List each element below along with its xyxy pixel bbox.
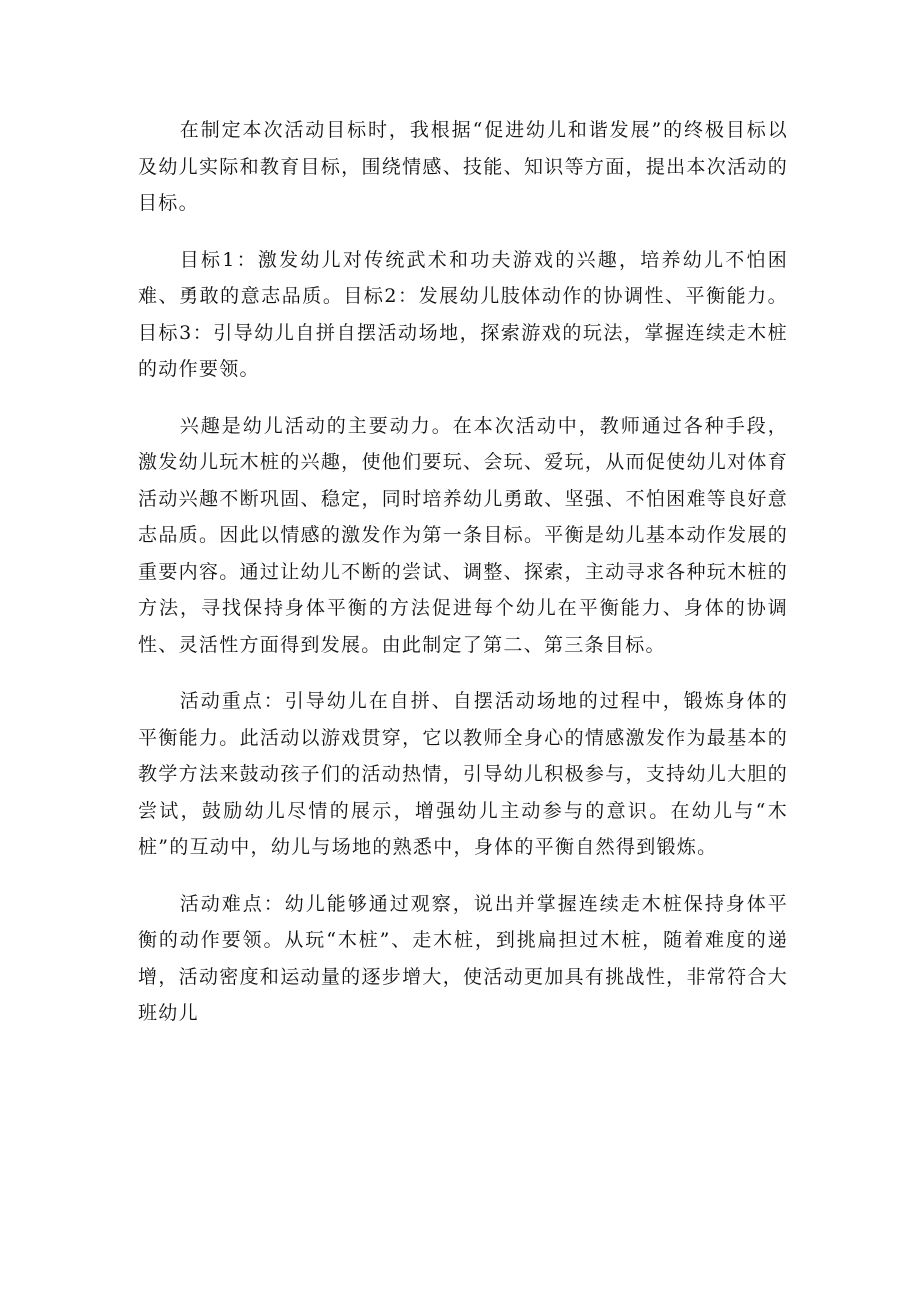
paragraph-difficulty: 活动难点：幼儿能够通过观察，说出并掌握连续走木桩保持身体平衡的动作要领。从玩“木桩”、走木桩，到挑扁担过木桩，随着难度的递增，活动密度和运动量的逐步增大，使活动更加具有挑战性，非常符合大班幼儿 — [138, 892, 788, 1024]
paragraph-objectives-rationale: 兴趣是幼儿活动的主要动力。在本次活动中，教师通过各种手段，激发幼儿玩木桩的兴趣，使他们要玩、会玩、爱玩，从而促使幼儿对体育活动兴趣不断巩固、稳定，同时培养幼儿勇敢、坚强、不怕困难等良好意志品质。因此以情感的激发作为第一条目标。平衡是幼儿基本动作发展的重要内容。通过让幼儿不断的尝试、调整、探索，主动寻求各种玩木桩的方法，寻找保持身体平衡的方法促进每个幼儿在平衡能力、身体的协调性、灵活性方面得到发展。由此制定了第二、第三条目标。 — [138, 414, 788, 656]
paragraph-objectives-intro: 在制定本次活动目标时，我根据“促进幼儿和谐发展”的终极目标以及幼儿实际和教育目标，围绕情感、技能、知识等方面，提出本次活动的目标。 — [138, 119, 788, 214]
paragraph-key-point: 活动重点：引导幼儿在自拼、自摆活动场地的过程中，锻炼身体的平衡能力。此活动以游戏贯穿，它以教师全身心的情感激发作为最基本的教学方法来鼓动孩子们的活动热情，引导幼儿积极参与，支持幼儿大胆的尝试，鼓励幼儿尽情的展示，增强幼儿主动参与的意识。在幼儿与“木桩”的互动中，幼儿与场地的熟悉中，身体的平衡自然得到锻炼。 — [138, 690, 788, 858]
paragraph-objectives-list: 目标1：激发幼儿对传统武术和功夫游戏的兴趣，培养幼儿不怕困难、勇敢的意志品质。目标2：发展幼儿肢体动作的协调性、平衡能力。目标3：引导幼儿自拼自摆活动场地，探索游戏的玩法，掌握连续走木桩的动作要领。 — [138, 248, 788, 380]
document-body — [138, 112, 788, 1052]
